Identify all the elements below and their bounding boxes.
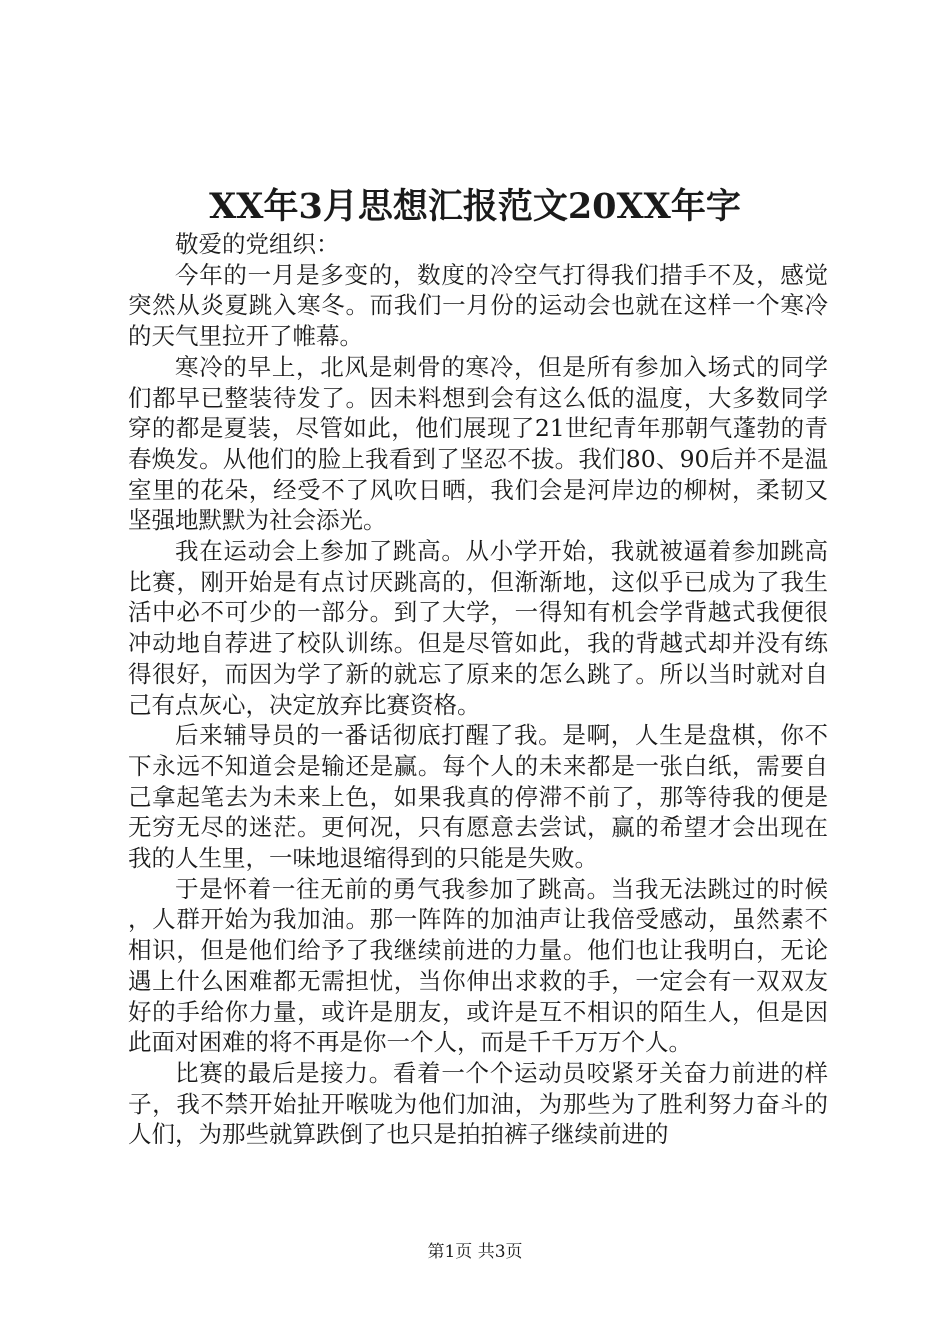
paragraph-4: 后来辅导员的一番话彻底打醒了我。是啊，人生是盘棋，你不下永远不知道会是输还是赢。每个人的未来都是一张白纸，需要自己拿起笔去为未来上色，如果我真的停滞不前了，那等待我的便是无穷无尽的迷茫。更何况，只有愿意去尝试，赢的希望才会出现在我的人生里，一味地退缩得到的只能是失败。 — [128, 721, 828, 873]
paragraph-2: 寒冷的早上，北风是刺骨的寒冷，但是所有参加入场式的同学们都早已整装待发了。因未料想到会有这么低的温度，大多数同学穿的都是夏装，尽管如此，他们展现了21世纪青年那朝气蓬勃的青春焕发。从他们的脸上我看到了坚忍不拔。我们80、90后并不是温室里的花朵，经受不了风吹日晒，我们会是河岸边的柳树，柔韧又坚强地默默为社会添光。 — [128, 352, 828, 535]
paragraph-5: 于是怀着一往无前的勇气我参加了跳高。当我无法跳过的时候，人群开始为我加油。那一阵阵的加油声让我倍受感动，虽然素不相识，但是他们给予了我继续前进的力量。他们也让我明白，无论遇上什么困难都无需担忧，当你伸出求救的手，一定会有一双双友好的手给你力量，或许是朋友，或许是互不相识的陌生人，但是因此面对困难的将不再是你一个人，而是千千万万个人。 — [128, 874, 828, 1057]
document-body — [128, 229, 828, 1150]
paragraph-3: 我在运动会上参加了跳高。从小学开始，我就被逼着参加跳高比赛，刚开始是有点讨厌跳高的，但渐渐地，这似乎已成为了我生活中必不可少的一部分。到了大学，一得知有机会学背越式我便很冲动地自荐进了校队训练。但是尽管如此，我的背越式却并没有练得很好，而因为学了新的就忘了原来的怎么跳了。所以当时就对自己有点灰心，决定放弃比赛资格。 — [128, 537, 828, 719]
paragraph-6: 比赛的最后是接力。看着一个个运动员咬紧牙关奋力前进的样子，我不禁开始扯开喉咙为他们加油，为那些为了胜利努力奋斗的人们，为那些就算跌倒了也只是拍拍裤子继续前进的 — [128, 1058, 828, 1149]
document-title: XX年3月思想汇报范文20XX年字 — [209, 186, 741, 227]
page-footer: 第1页 共3页 — [427, 1242, 523, 1262]
salutation: 敬爱的党组织： — [175, 230, 340, 258]
paragraph-1: 今年的一月是多变的，数度的冷空气打得我们措手不及，感觉突然从炎夏跳入寒冬。而我们一月份的运动会也就在这样一个寒冷的天气里拉开了帷幕。 — [128, 260, 828, 351]
